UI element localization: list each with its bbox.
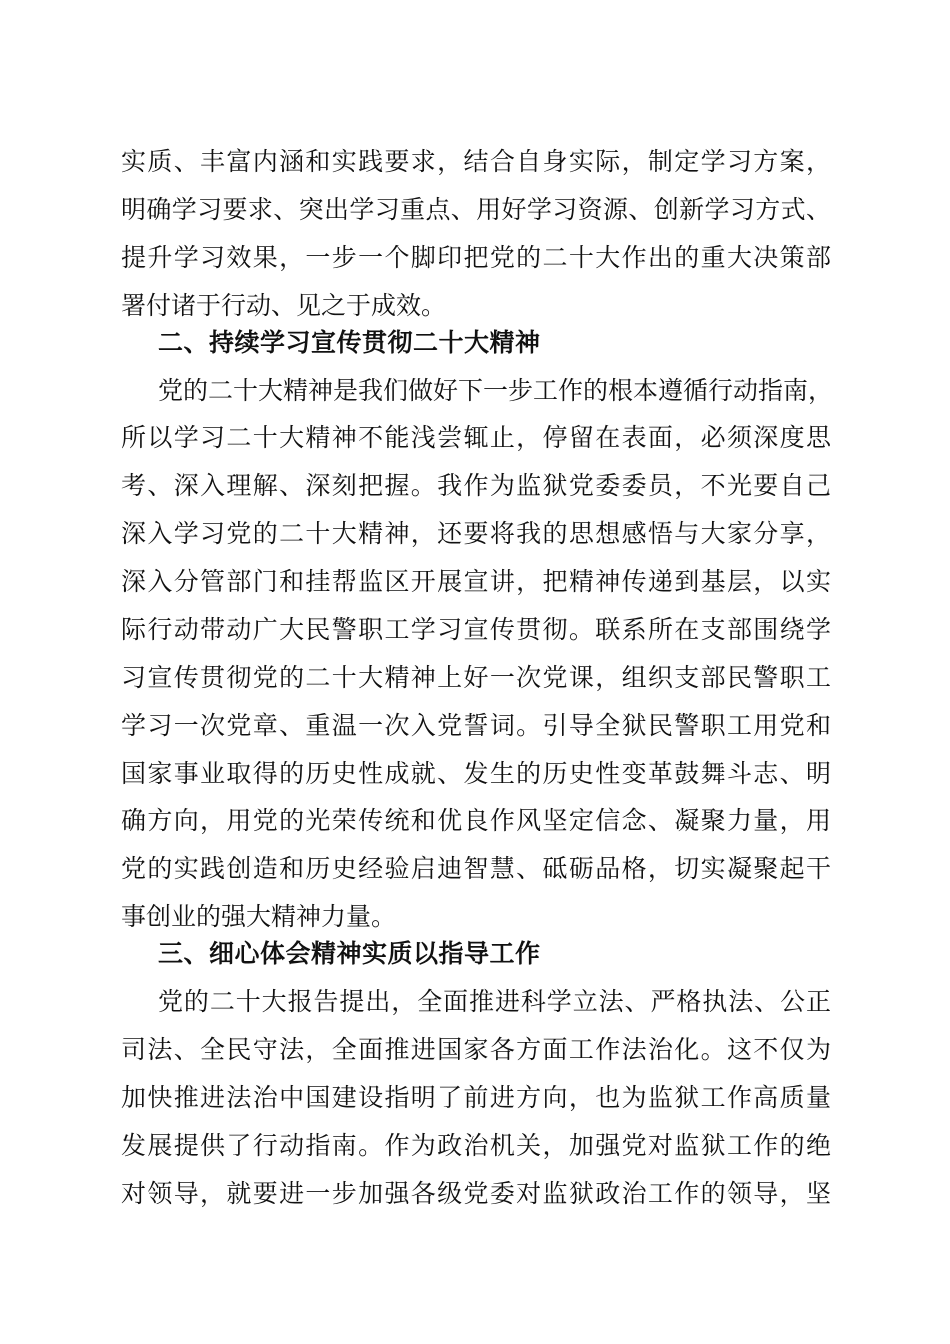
paragraph-line: 考、深入理解、深刻把握。我作为监狱党委委员，不光要自己 [121, 471, 831, 500]
paragraph-line: 对领导，就要进一步加强各级党委对监狱政治工作的领导，坚 [121, 1179, 831, 1208]
paragraph-line: 署付诸于行动、见之于成效。 [121, 291, 447, 320]
paragraph-line: 实质、丰富内涵和实践要求，结合自身实际，制定学习方案， [121, 147, 831, 176]
paragraph-line: 所以学习二十大精神不能浅尝辄止，停留在表面，必须深度思 [121, 423, 831, 452]
paragraph-line: 党的实践创造和历史经验启迪智慧、砥砺品格，切实凝聚起干 [121, 854, 831, 883]
paragraph-line: 党的二十大报告提出，全面推进科学立法、严格执法、公正 [158, 987, 831, 1016]
paragraph-line: 深入分管部门和挂帮监区开展宣讲，把精神传递到基层，以实 [121, 567, 831, 596]
section-heading-2: 二、持续学习宣传贯彻二十大精神 [158, 328, 541, 357]
paragraph-line: 明确学习要求、突出学习重点、用好学习资源、创新学习方式、 [121, 195, 831, 224]
paragraph-line: 深入学习党的二十大精神，还要将我的思想感悟与大家分享， [121, 519, 831, 548]
paragraph-line: 加快推进法治中国建设指明了前进方向，也为监狱工作高质量 [121, 1083, 831, 1112]
paragraph-line: 学习一次党章、重温一次入党誓词。引导全狱民警职工用党和 [121, 711, 831, 740]
paragraph-line: 党的二十大精神是我们做好下一步工作的根本遵循行动指南， [158, 376, 834, 405]
paragraph-line: 提升学习效果，一步一个脚印把党的二十大作出的重大决策部 [121, 243, 831, 272]
paragraph-line: 习宣传贯彻党的二十大精神上好一次党课，组织支部民警职工 [121, 663, 831, 692]
paragraph-line: 国家事业取得的历史性成就、发生的历史性变革鼓舞斗志、明 [121, 759, 831, 788]
paragraph-line: 确方向，用党的光荣传统和优良作风坚定信念、凝聚力量，用 [121, 806, 831, 835]
paragraph-line: 事创业的强大精神力量。 [121, 902, 397, 931]
paragraph-line: 际行动带动广大民警职工学习宣传贯彻。联系所在支部围绕学 [121, 615, 831, 644]
section-heading-3: 三、细心体会精神实质以指导工作 [158, 939, 541, 968]
paragraph-line: 发展提供了行动指南。作为政治机关，加强党对监狱工作的绝 [121, 1131, 831, 1160]
paragraph-line: 司法、全民守法，全面推进国家各方面工作法治化。这不仅为 [121, 1035, 831, 1064]
